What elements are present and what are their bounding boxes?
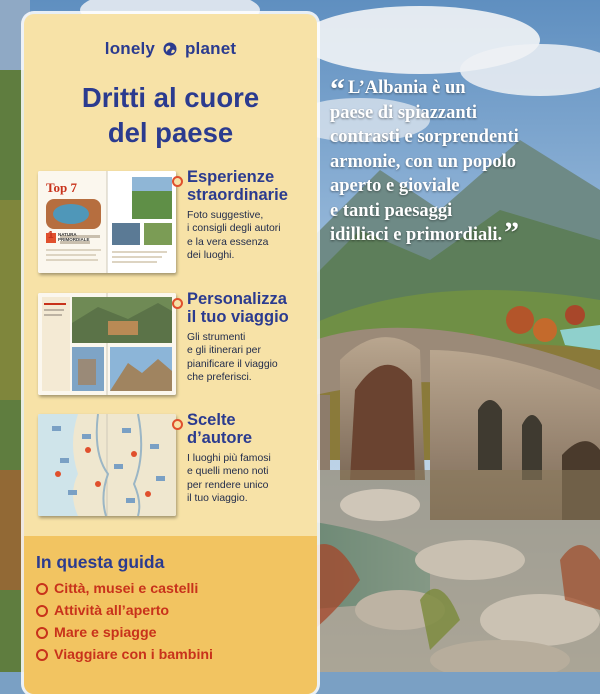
feature-desc-line-4: che preferisci. — [187, 372, 252, 384]
headline-line-1: Dritti al cuore — [81, 82, 260, 113]
thumb-number: 1 — [48, 230, 54, 241]
book-spread-illustration-2 — [38, 293, 176, 395]
circle-bullet-icon — [172, 176, 183, 187]
quote-line-5: aperto e gioviale — [330, 176, 460, 196]
list-item-label: Città, musei e castelli — [54, 581, 199, 597]
book-spread-thumbnail-2 — [38, 293, 176, 395]
feature-desc-line-1: Foto suggestive, — [187, 210, 264, 221]
feature-title — [187, 168, 317, 204]
feature-description — [187, 209, 317, 263]
guide-info-card — [24, 14, 317, 694]
list-item — [36, 644, 213, 666]
feature-title — [187, 290, 317, 326]
feature-desc-line-3: per rendere unico — [187, 479, 269, 491]
brand-name-left: lonely — [104, 39, 156, 58]
quote-line-7: idilliaci e primordiali. — [330, 225, 503, 245]
guide-contents-box — [24, 536, 317, 694]
pull-quote — [330, 73, 592, 249]
circle-bullet-icon — [172, 298, 183, 309]
circle-bullet-icon — [172, 419, 183, 430]
quote-line-3: contrasti e sorprendenti — [330, 127, 519, 147]
feature-title-line-1: Esperienze — [187, 168, 275, 186]
quote-open-mark: “ — [330, 73, 345, 106]
circle-bullet-icon — [36, 649, 48, 661]
thumb-caption: NATURA PRIMORDIALE — [58, 232, 90, 242]
feature-desc-line-3: e la vera essenza — [187, 236, 269, 248]
feature-desc-line-4: il tuo viaggio. — [187, 493, 248, 505]
feature-desc-line-2: e quelli meno noti — [187, 466, 269, 478]
quote-line-6: e tanti paesaggi — [330, 200, 453, 221]
list-item-label: Attività all’aperto — [54, 603, 170, 619]
circle-bullet-icon — [36, 605, 48, 617]
headline — [24, 80, 317, 150]
feature-title-line-2: straordinarie — [187, 186, 288, 204]
brand-logo — [24, 39, 317, 59]
list-item — [36, 600, 213, 622]
quote-line-1: L’Albania è un — [348, 78, 466, 98]
circle-bullet-icon — [36, 627, 48, 639]
feature-desc-line-2: i consigli degli autori — [187, 223, 281, 235]
quote-close-mark: ” — [504, 216, 520, 249]
circle-bullet-icon — [36, 583, 48, 595]
quote-line-2: paese di spiazzanti — [330, 102, 477, 123]
feature-desc-line-1: I luoghi più famosi — [187, 453, 271, 464]
feature-description — [187, 331, 317, 385]
book-spread-thumbnail-1 — [38, 171, 176, 273]
feature-desc-line-2: e gli itinerari per — [187, 345, 261, 357]
feature-desc-line-4: dei luoghi. — [187, 250, 235, 262]
thumb-top7-label: Top 7 — [46, 180, 77, 195]
headline-line-2: del paese — [107, 117, 234, 148]
list-item — [36, 622, 213, 644]
globe-icon — [163, 42, 177, 56]
list-item-label: Viaggiare con i bambini — [54, 647, 213, 663]
feature-description — [187, 452, 317, 506]
feature-title-line-2: d’autore — [187, 429, 253, 447]
map-illustration — [38, 414, 176, 516]
feature-desc-line-1: Gli strumenti — [187, 332, 246, 343]
feature-title — [187, 411, 317, 447]
quote-line-4: armonie, con un popolo — [330, 151, 517, 172]
feature-desc-line-3: pianificare il viaggio — [187, 358, 278, 370]
guide-contents-list — [36, 578, 213, 666]
feature-title-line-1: Personalizza — [187, 290, 287, 308]
feature-title-line-1: Scelte — [187, 411, 236, 429]
feature-title-line-2: il tuo viaggio — [187, 308, 289, 326]
list-item-label: Mare e spiagge — [54, 625, 157, 641]
list-item — [36, 578, 213, 600]
brand-name-right: planet — [184, 39, 237, 58]
guide-contents-title: In questa guida — [36, 552, 165, 572]
map-thumbnail — [38, 414, 176, 516]
